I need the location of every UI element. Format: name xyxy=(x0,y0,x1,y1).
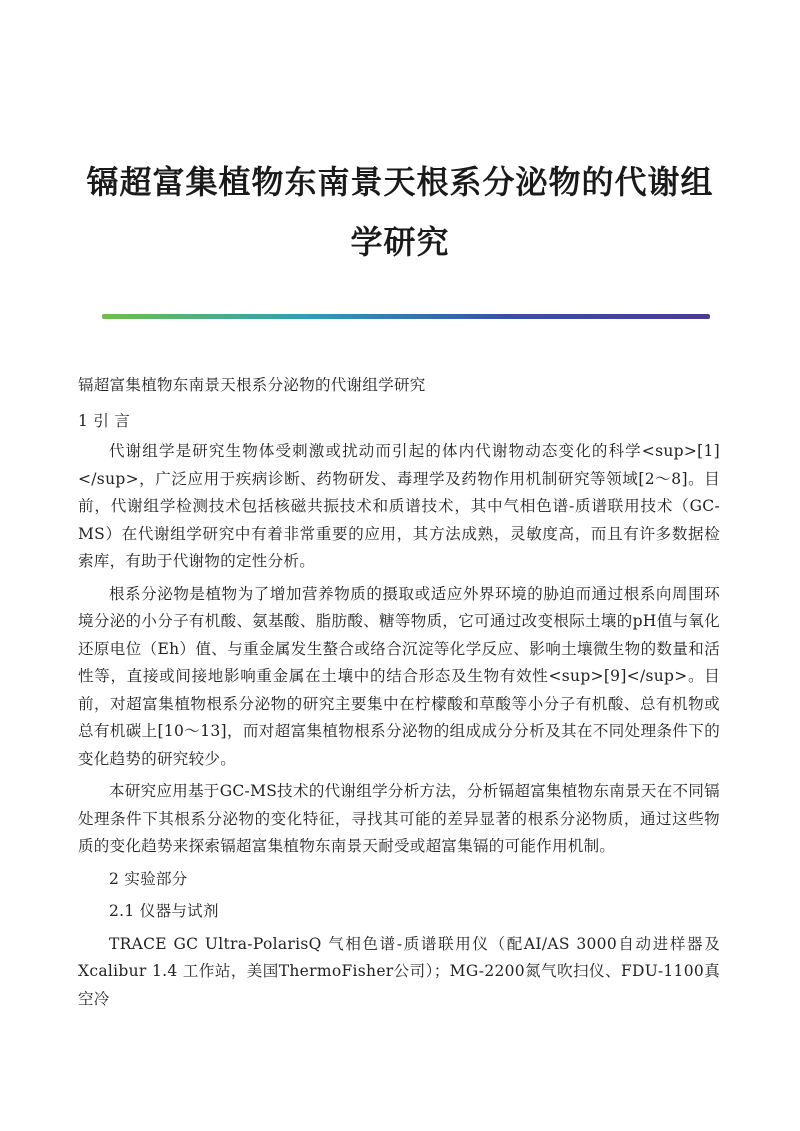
document-title xyxy=(60,152,740,272)
paragraph-2: 根系分泌物是植物为了增加营养物质的摄取或适应外界环境的胁迫而通过根系向周围环境分泌的小分子有机酸、氨基酸、脂肪酸、糖等物质，它可通过改变根际土壤的pH值与氧化还原电位（Eh）值、与重金属发生螯合或络合沉淀等化学反应、影响土壤微生物的数量和活性等，直接或间接地影响重金属在土壤中的结合形态及生物有效性<sup>[9]</sup>。目前，对超富集植物根系分泌物的研究主要集中在柠檬酸和草酸等小分子有机酸、总有机物或总有机碳上[10～13]，而对超富集植物根系分泌物的组成成分分析及其在不同处理条件下的变化趋势的研究较少。 xyxy=(78,584,720,768)
title-line-2: 学研究 xyxy=(350,223,450,261)
paragraph-4: TRACE GC Ultra-PolarisQ 气相色谱-质谱联用仪（配AI/AS 3000自动进样器及Xcalibur 1.4 工作站，美国ThermoFisher公司）；MG-2200氮气吹扫仪、FDU-1100真空冷 xyxy=(78,934,720,1008)
document-subtitle: 镉超富集植物东南景天根系分泌物的代谢组学研究 xyxy=(78,376,426,394)
section-heading-1: 1 引 言 xyxy=(78,411,131,430)
paragraph-3: 本研究应用基于GC-MS技术的代谢组学分析方法，分析镉超富集植物东南景天在不同镉处理条件下其根系分泌物的变化特征，寻找其可能的差异显著的根系分泌物质，通过这些物质的变化趋势来探索镉超富集植物东南景天耐受或超富集镉的可能作用机制。 xyxy=(78,782,720,855)
section-heading-2: 2 实验部分 xyxy=(109,869,188,888)
title-line-1: 镉超富集植物东南景天根系分泌物的代谢组 xyxy=(86,163,714,201)
section-heading-2-1: 2.1 仪器与试剂 xyxy=(109,902,219,920)
document-body xyxy=(78,372,720,1013)
paragraph-1: 代谢组学是研究生物体受刺激或扰动而引起的体内代谢物动态变化的科学<sup>[1]</sup>，广泛应用于疾病诊断、药物研发、毒理学及药物作用机制研究等领域[2～8]。目前，代谢组学检测技术包括核磁共振技术和质谱技术，其中气相色谱-质谱联用技术（GC-MS）在代谢组学研究中有着非常重要的应用，其方法成熟，灵敏度高，而且有许多数据检索库，有助于代谢物的定性分析。 xyxy=(78,442,720,570)
title-gradient-rule xyxy=(102,314,710,319)
